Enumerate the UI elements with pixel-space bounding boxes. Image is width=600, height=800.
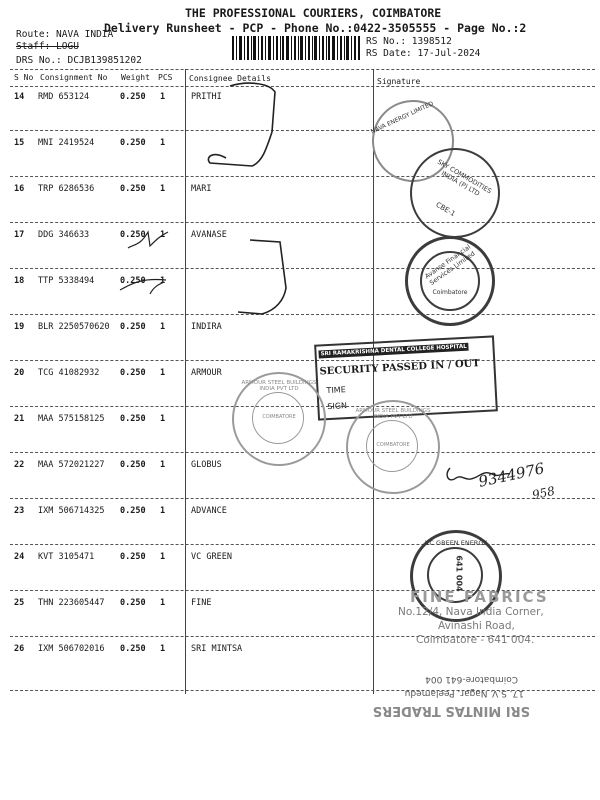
cell-pcs: 1	[160, 276, 166, 286]
cell-weight: 0.250	[120, 322, 146, 332]
column-header-weight: Weight	[121, 73, 150, 82]
cell-consignment: KVT 3105471	[38, 552, 95, 562]
cell-sno: 25	[14, 598, 25, 608]
cell-consignment: MAA 575158125	[38, 414, 105, 424]
fine-fabrics-address-3: Coimbatore - 641 004.	[416, 634, 535, 646]
row-rule	[10, 176, 595, 177]
cell-weight: 0.250	[120, 598, 146, 608]
cell-consignee: ARMOUR	[191, 368, 222, 378]
cell-consignee: INDIRA	[191, 322, 222, 332]
cell-weight: 0.250	[120, 460, 146, 470]
sky-commodities-stamp-city: CBE-1	[434, 200, 457, 219]
nava-energy-stamp-text: NAVA ENERGY LIMITED	[369, 100, 435, 136]
fine-fabrics-address-1: No.12/4, Nava India Corner,	[398, 606, 544, 618]
page-subtitle: Delivery Runsheet - PCP - Phone No.:0422-3505555 - Page No.:2	[104, 21, 527, 35]
cell-weight: 0.250	[120, 276, 146, 286]
sri-mintas-name: SRI MINTAS TRADERS	[372, 703, 530, 718]
cell-consignment: IXM 506714325	[38, 506, 105, 516]
cell-sno: 22	[14, 460, 25, 470]
sign-label: SIGN	[327, 401, 348, 412]
armour-stamp-2-text: ARMOUR STEEL BUILDINGS INDIA PVT LTD	[355, 408, 431, 420]
column-header-signature: Signature	[377, 77, 421, 86]
table-row	[0, 92, 600, 106]
cell-sno: 15	[14, 138, 25, 148]
cell-consignment: BLR 2250570620	[38, 322, 110, 332]
sri-mintas-address: 17, S.V. Nagar, Peelamedu	[404, 688, 524, 698]
table-row	[0, 138, 600, 152]
cell-consignee: AVANASE	[191, 230, 227, 240]
cell-pcs: 1	[160, 92, 166, 102]
cell-weight: 0.250	[120, 368, 146, 378]
cell-consignment: IXM 506702016	[38, 644, 105, 654]
cell-consignee: MARI	[191, 184, 212, 194]
cell-pcs: 1	[160, 506, 166, 516]
dental-college-label: SRI RAMAKRISHNA DENTAL COLLEGE HOSPITAL	[318, 343, 468, 359]
table-header-rule	[10, 86, 595, 87]
armour-stamp-1	[232, 372, 326, 466]
cell-sno: 20	[14, 368, 25, 378]
table-row	[0, 322, 600, 336]
cell-consignee: ADVANCE	[191, 506, 227, 516]
armour-stamp-1-city: COIMBATORE	[262, 414, 296, 420]
cell-sno: 19	[14, 322, 25, 332]
table-row	[0, 184, 600, 198]
sri-mintas-stamp	[350, 656, 530, 718]
table-row	[0, 276, 600, 290]
column-header-consignment: Consignment No	[40, 73, 108, 82]
staff-label: Staff: LOGU	[16, 41, 79, 52]
avanse-stamp-text: Avanse Financial Services Limited	[423, 242, 477, 287]
avanse-stamp-city: Coimbatore	[432, 289, 468, 296]
column-header-consignee: Consignee Details	[189, 74, 271, 83]
vc-green-stamp-city: 641 004	[454, 555, 464, 592]
cell-consignment: THN 223605447	[38, 598, 105, 608]
column-header-sno: S No	[14, 73, 34, 82]
cell-consignment: TRP 6286536	[38, 184, 95, 194]
page-title: THE PROFESSIONAL COURIERS, COIMBATORE	[185, 6, 442, 20]
armour-stamp-2-city: COIMBATORE	[376, 442, 410, 448]
cell-consignment: MNI 2419524	[38, 138, 95, 148]
table-row	[0, 506, 600, 520]
drs-number: DRS No.: DCJB139851202	[16, 55, 142, 66]
cell-consignment: TTP 5338494	[38, 276, 95, 286]
rs-date: RS Date: 17-Jul-2024	[366, 48, 481, 59]
sky-commodities-stamp-text: SKY COMMODITIES INDIA (P) LTD	[435, 157, 494, 198]
table-row	[0, 230, 600, 244]
column-header-pcs: PCS	[158, 73, 173, 82]
cell-sno: 16	[14, 184, 25, 194]
cell-pcs: 1	[160, 552, 166, 562]
row-rule	[10, 544, 595, 545]
cell-weight: 0.250	[120, 414, 146, 424]
cell-weight: 0.250	[120, 644, 146, 654]
fine-fabrics-address-2: Avinashi Road,	[438, 620, 515, 632]
sri-mintas-city: Coimbatore-641 004	[425, 674, 518, 684]
cell-pcs: 1	[160, 230, 166, 240]
cell-pcs: 1	[160, 184, 166, 194]
cell-pcs: 1	[160, 322, 166, 332]
cell-sno: 18	[14, 276, 25, 286]
cell-pcs: 1	[160, 414, 166, 424]
handwritten-extra: 958	[530, 483, 557, 503]
cell-consignee: FINE	[191, 598, 212, 608]
cell-consignment: DDG 346633	[38, 230, 90, 240]
vc-green-stamp-text: VC GREEN ENERGY	[424, 539, 488, 547]
cell-pcs: 1	[160, 138, 166, 148]
cell-consignee: VC GREEN	[191, 552, 232, 562]
cell-consignment: RMD 653124	[38, 92, 90, 102]
cell-pcs: 1	[160, 368, 166, 378]
cell-sno: 14	[14, 92, 25, 102]
cell-weight: 0.250	[120, 184, 146, 194]
row-rule	[10, 268, 595, 269]
cell-consignee: PRITHI	[191, 92, 222, 102]
table-row	[0, 552, 600, 566]
cell-pcs: 1	[160, 644, 166, 654]
cell-pcs: 1	[160, 598, 166, 608]
avanse-stamp	[405, 236, 495, 326]
cell-sno: 24	[14, 552, 25, 562]
handwritten-phone: 9344976	[476, 459, 546, 491]
armour-stamp-2	[346, 400, 440, 494]
cell-weight: 0.250	[120, 138, 146, 148]
row-rule	[10, 314, 595, 315]
cell-consignee: SRI MINTSA	[191, 644, 243, 654]
table-top-rule	[10, 69, 595, 70]
cell-pcs: 1	[160, 460, 166, 470]
cell-weight: 0.250	[120, 552, 146, 562]
cell-weight: 0.250	[120, 506, 146, 516]
cell-sno: 23	[14, 506, 25, 516]
row-rule	[10, 222, 595, 223]
security-passed-label: SECURITY PASSED IN / OUT	[319, 358, 481, 378]
row-rule	[10, 130, 595, 131]
cell-consignment: TCG 41082932	[38, 368, 100, 378]
cell-sno: 17	[14, 230, 25, 240]
cell-sno: 21	[14, 414, 25, 424]
row-rule	[10, 498, 595, 499]
row-rule	[10, 360, 595, 361]
rs-number: RS No.: 1398512	[366, 36, 452, 47]
armour-stamp-1-text: ARMOUR STEEL BUILDINGS INDIA PVT LTD	[241, 380, 317, 392]
cell-consignment: MAA 572021227	[38, 460, 105, 470]
cell-weight: 0.250	[120, 230, 146, 240]
time-label: TIME	[326, 385, 346, 396]
cell-sno: 26	[14, 644, 25, 654]
cell-consignee: GLOBUS	[191, 460, 222, 470]
route-label: Route: NAVA INDIA	[16, 29, 114, 40]
cell-weight: 0.250	[120, 92, 146, 102]
fine-fabrics-name: FINE FABRICS	[410, 588, 549, 606]
